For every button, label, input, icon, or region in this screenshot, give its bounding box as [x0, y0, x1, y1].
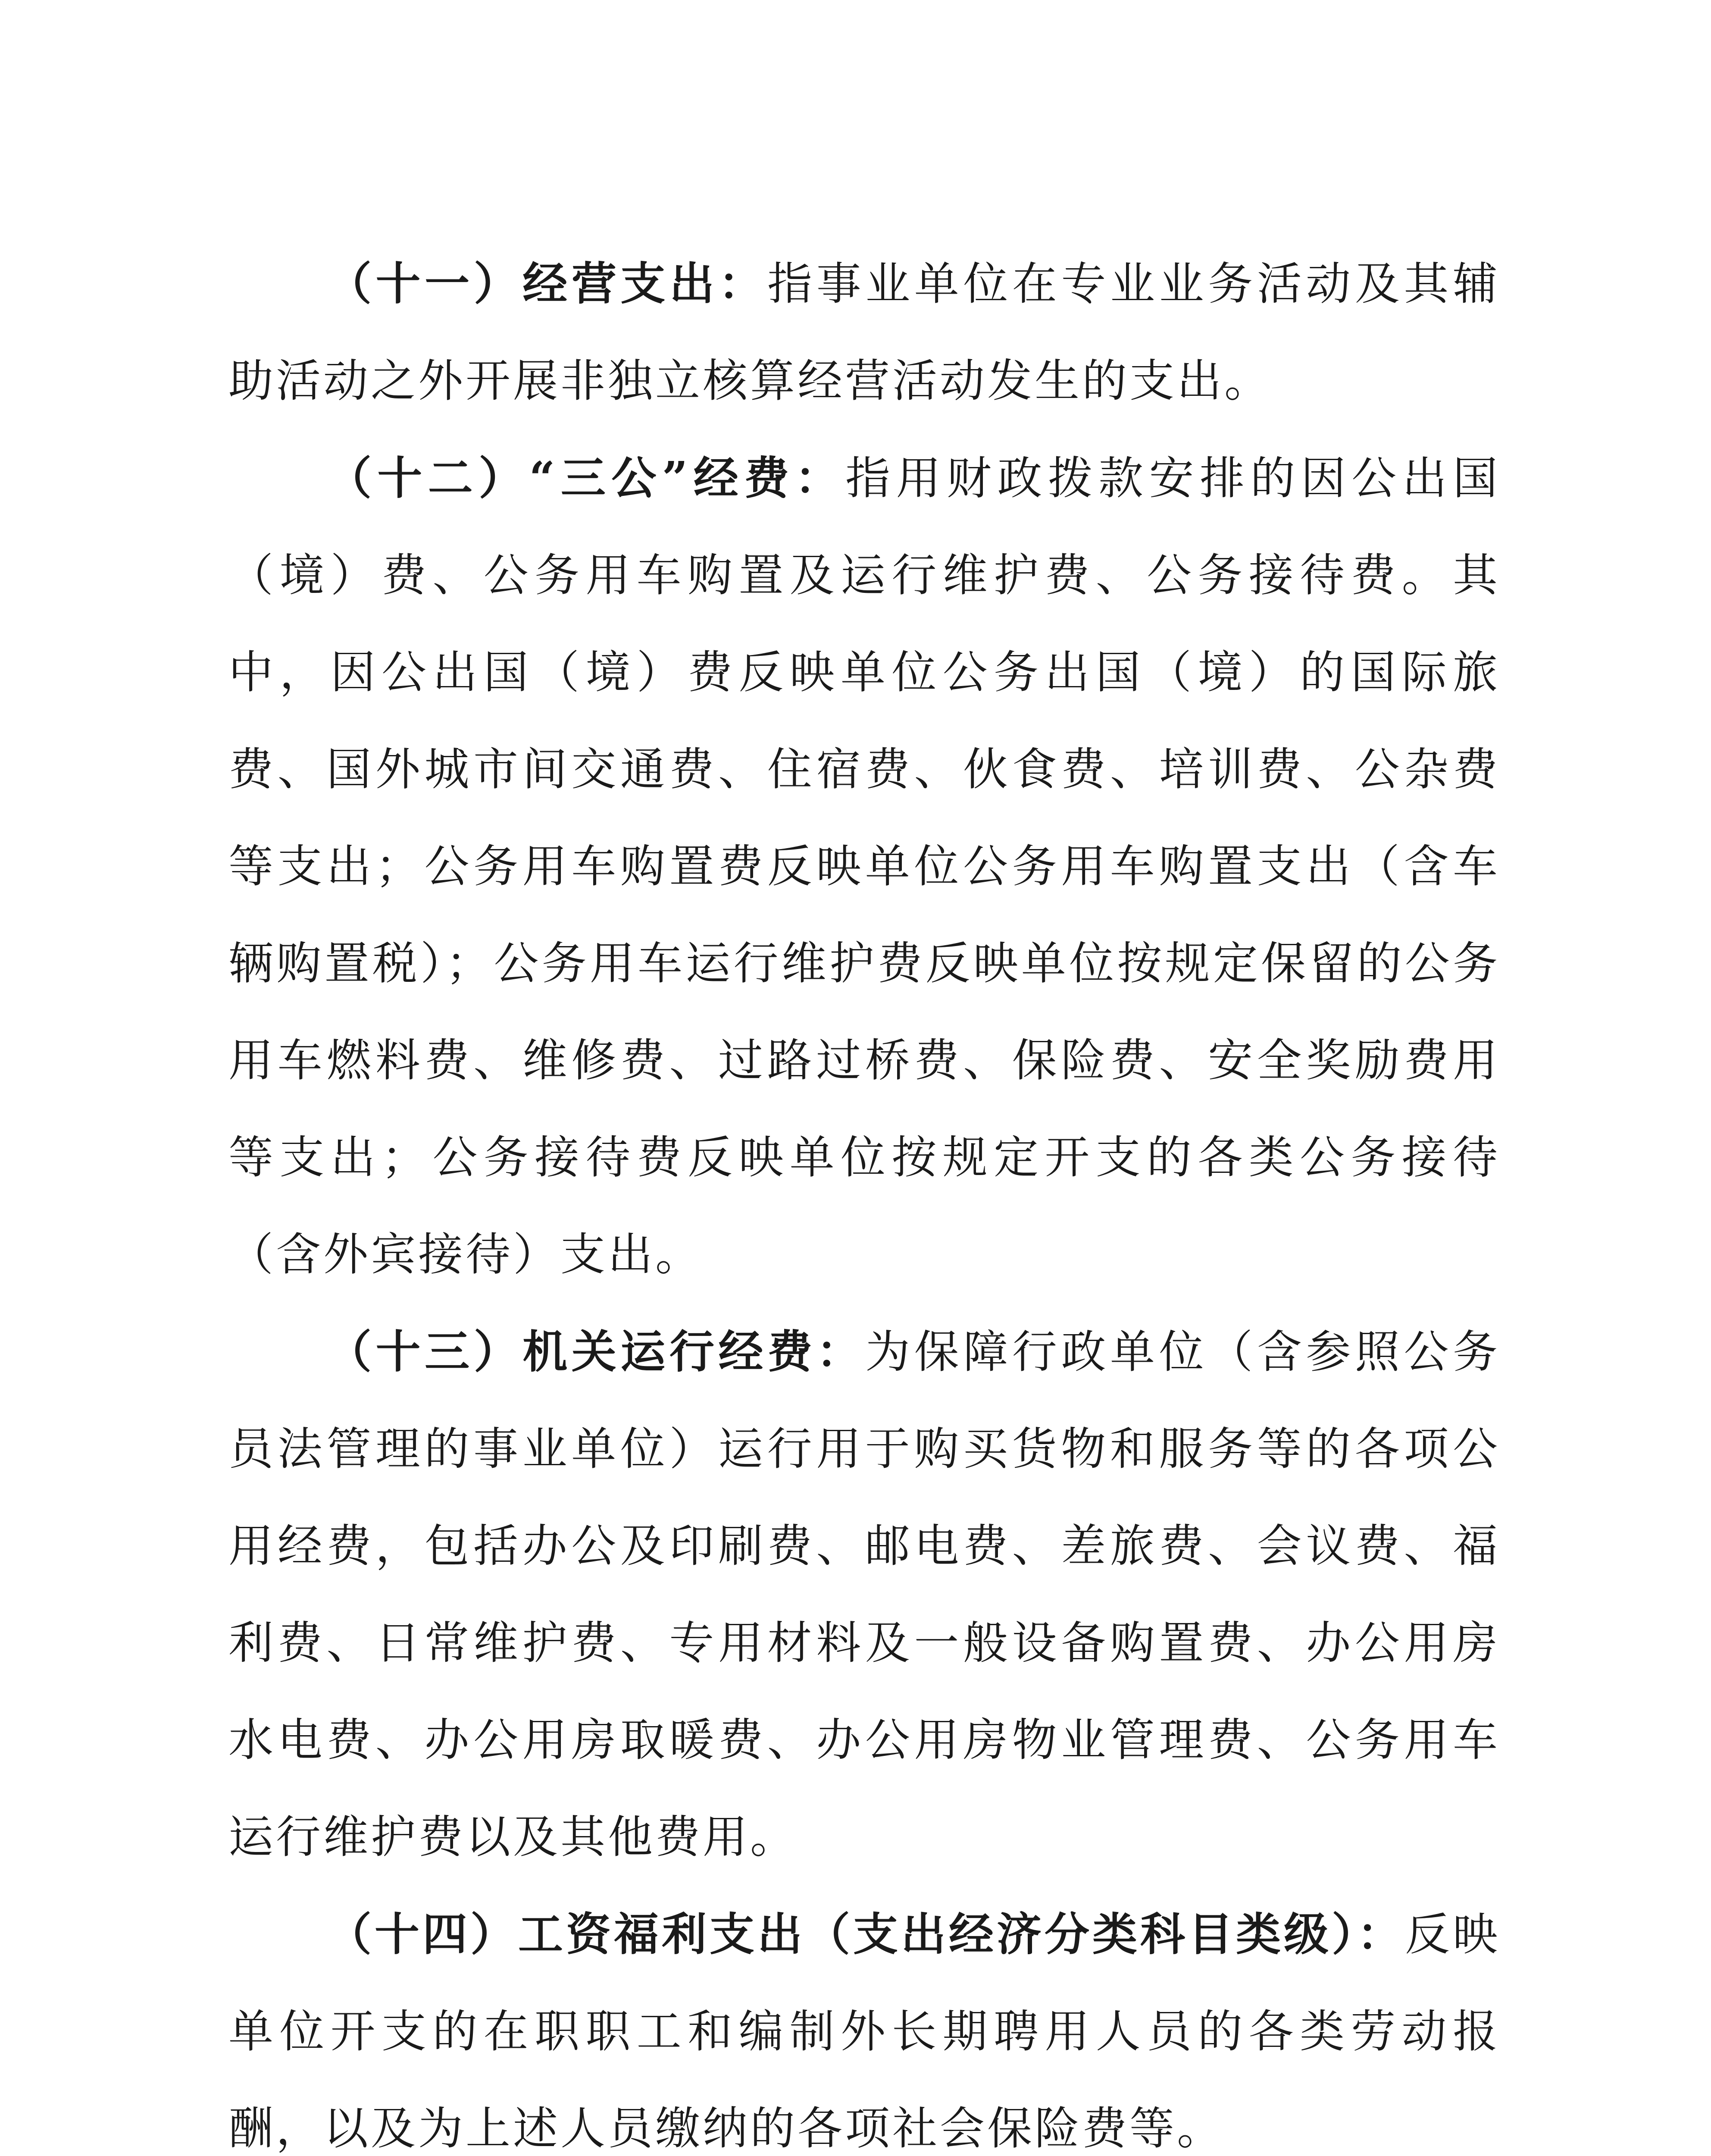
paragraph-heading: （十二）“三公”经费：	[327, 451, 846, 505]
paragraph-body: 指用财政拨款安排的因公出国（境）费、公务用车购置及运行维护费、公务接待费。其中，因公出国（境）费反映单位公务出国（境）的国际旅费、国外城市间交通费、住宿费、伙食费、培训费、公杂费等支出；公务用车购置费反映单位公务用车购置支出（含车辆购置税）；公务用车运行维护费反映单位按规定保留的公务用车燃料费、维修费、过路过桥费、保险费、安全奖励费用等支出；公务接待费反映单位按规定开支的各类公务接待（含外宾接待）支出。	[228, 452, 1500, 1281]
paragraph-wages-welfare-expenditure	[228, 1886, 1500, 2156]
paragraph-three-public-expenses	[228, 429, 1500, 1303]
paragraph-body: 为保障行政单位（含参照公务员法管理的事业单位）运行用于购买货物和服务等的各项公用经费，包括办公及印刷费、邮电费、差旅费、会议费、福利费、日常维护费、专用材料及一般设备购置费、办公用房水电费、办公用房取暖费、办公用房物业管理费、公务用车运行维护费以及其他费用。	[228, 1326, 1500, 1863]
paragraph-body: 指事业单位在专业业务活动及其辅助活动之外开展非独立核算经营活动发生的支出。	[228, 257, 1500, 407]
document-body	[228, 235, 1500, 2156]
paragraph-agency-operating-funds	[228, 1303, 1500, 1886]
paragraph-operating-expenditure	[228, 235, 1500, 429]
paragraph-heading: （十三）机关运行经费：	[327, 1325, 866, 1378]
paragraph-heading: （十四）工资福利支出（支出经济分类科目类级）：	[327, 1908, 1405, 1961]
paragraph-heading: （十一）经营支出：	[327, 257, 768, 310]
paragraph-body: 反映单位开支的在职职工和编制外长期聘用人员的各类劳动报酬，以及为上述人员缴纳的各项社会保险费等。	[228, 1908, 1500, 2155]
